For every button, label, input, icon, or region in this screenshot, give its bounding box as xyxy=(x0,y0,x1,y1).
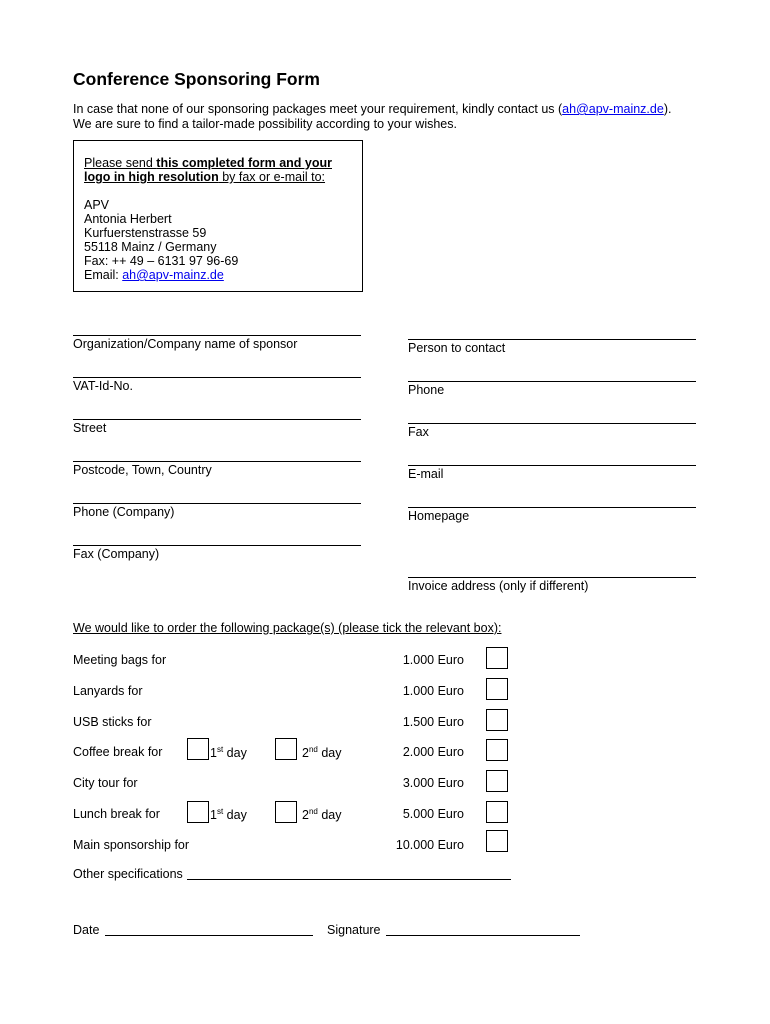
homepage-line[interactable] xyxy=(408,507,696,508)
lunch-break-checkbox[interactable] xyxy=(486,801,508,823)
signature-line[interactable] xyxy=(386,935,580,936)
day-suffix: nd xyxy=(308,745,318,754)
street-line[interactable] xyxy=(73,419,361,420)
page-title: Conference Sponsoring Form xyxy=(73,69,320,89)
fax-line[interactable] xyxy=(408,423,696,424)
lunch-day2-checkbox[interactable] xyxy=(275,801,297,823)
day-number: 2 xyxy=(302,746,309,761)
package-label: Main sponsorship for xyxy=(73,838,190,852)
day-word: day xyxy=(317,746,342,761)
send-instruction-line-1 xyxy=(84,156,332,170)
other-specifications-line[interactable] xyxy=(187,879,511,880)
package-price: 3.000 Euro xyxy=(402,776,464,790)
invoice-address-line[interactable] xyxy=(408,577,696,578)
email-label: Email: xyxy=(84,268,123,282)
org-name-line[interactable] xyxy=(73,335,361,336)
coffee-day2-checkbox[interactable] xyxy=(275,738,297,760)
main-sponsorship-checkbox[interactable] xyxy=(486,830,508,852)
intro-line-1 xyxy=(73,102,671,117)
company-phone-line[interactable] xyxy=(73,503,361,504)
postcode-label: Postcode, Town, Country xyxy=(73,463,212,477)
invoice-address-label: Invoice address (only if different) xyxy=(408,579,589,593)
day-suffix: nd xyxy=(308,807,318,816)
fax-label: Fax xyxy=(408,425,429,439)
intro-email-link[interactable]: ah@apv-mainz.de xyxy=(562,102,664,116)
package-label: City tour for xyxy=(73,776,138,790)
send-instruction-bold-2: logo in high resolution xyxy=(84,170,219,184)
address-line: APV xyxy=(84,198,110,212)
package-label: Lanyards for xyxy=(73,684,143,698)
package-price: 2.000 Euro xyxy=(402,745,464,759)
phone-line[interactable] xyxy=(408,381,696,382)
intro-text-before: In case that none of our sponsoring packages meet your requirement, kindly contact us ( xyxy=(73,102,563,116)
usb-sticks-checkbox[interactable] xyxy=(486,709,508,731)
email-line[interactable] xyxy=(408,465,696,466)
coffee-day2-label xyxy=(302,745,342,760)
email-field-label: E-mail xyxy=(408,467,444,481)
company-fax-line[interactable] xyxy=(73,545,361,546)
intro-line-2: We are sure to find a tailor-made possibility according to your wishes. xyxy=(73,117,457,131)
contact-person-label: Person to contact xyxy=(408,341,506,355)
intro-text-after: ). xyxy=(663,102,672,116)
day-number: 2 xyxy=(302,808,309,823)
package-price: 1.000 Euro xyxy=(402,653,464,667)
send-instruction-text: Please send xyxy=(84,156,157,170)
company-phone-label: Phone (Company) xyxy=(73,505,175,519)
address-line: 55118 Mainz / Germany xyxy=(84,240,217,254)
package-label: USB sticks for xyxy=(73,715,152,729)
address-email xyxy=(84,268,224,282)
package-price: 5.000 Euro xyxy=(402,807,464,821)
send-instruction-line-2 xyxy=(84,170,325,184)
homepage-label: Homepage xyxy=(408,509,470,523)
coffee-day1-label xyxy=(210,745,247,760)
lunch-day1-checkbox[interactable] xyxy=(187,801,209,823)
day-word: day xyxy=(223,808,247,823)
send-instruction-text-2: by fax or e-mail to: xyxy=(218,170,326,184)
street-label: Street xyxy=(73,421,107,435)
send-instruction-bold: this completed form and your xyxy=(156,156,332,170)
package-label: Lunch break for xyxy=(73,807,160,821)
org-name-label: Organization/Company name of sponsor xyxy=(73,337,298,351)
day-suffix: st xyxy=(216,745,224,754)
vat-id-label: VAT-Id-No. xyxy=(73,379,133,393)
day-suffix: st xyxy=(216,807,224,816)
vat-id-line[interactable] xyxy=(73,377,361,378)
company-fax-label: Fax (Company) xyxy=(73,547,160,561)
day-number: 1 xyxy=(210,746,217,761)
package-price: 1.500 Euro xyxy=(402,715,464,729)
day-word: day xyxy=(223,746,247,761)
address-line: Antonia Herbert xyxy=(84,212,172,226)
address-fax: Fax: ++ 49 – 6131 97 96-69 xyxy=(84,254,239,268)
package-label: Coffee break for xyxy=(73,745,163,759)
package-price: 1.000 Euro xyxy=(402,684,464,698)
city-tour-checkbox[interactable] xyxy=(486,770,508,792)
packages-heading: We would like to order the following package(s) (please tick the relevant box): xyxy=(73,621,502,635)
meeting-bags-checkbox[interactable] xyxy=(486,647,508,669)
lunch-day2-label xyxy=(302,807,342,822)
phone-label: Phone xyxy=(408,383,445,397)
coffee-break-checkbox[interactable] xyxy=(486,739,508,761)
contact-person-line[interactable] xyxy=(408,339,696,340)
package-label: Meeting bags for xyxy=(73,653,167,667)
date-line[interactable] xyxy=(105,935,313,936)
address-email-link[interactable]: ah@apv-mainz.de xyxy=(122,268,224,282)
package-price: 10.000 Euro xyxy=(395,838,464,852)
day-number: 1 xyxy=(210,808,217,823)
postcode-line[interactable] xyxy=(73,461,361,462)
other-specifications-label: Other specifications xyxy=(73,867,183,881)
date-label: Date xyxy=(73,923,100,937)
lunch-day1-label xyxy=(210,807,247,822)
coffee-day1-checkbox[interactable] xyxy=(187,738,209,760)
address-line: Kurfuerstenstrasse 59 xyxy=(84,226,207,240)
lanyards-checkbox[interactable] xyxy=(486,678,508,700)
signature-label: Signature xyxy=(327,923,381,937)
day-word: day xyxy=(317,808,342,823)
